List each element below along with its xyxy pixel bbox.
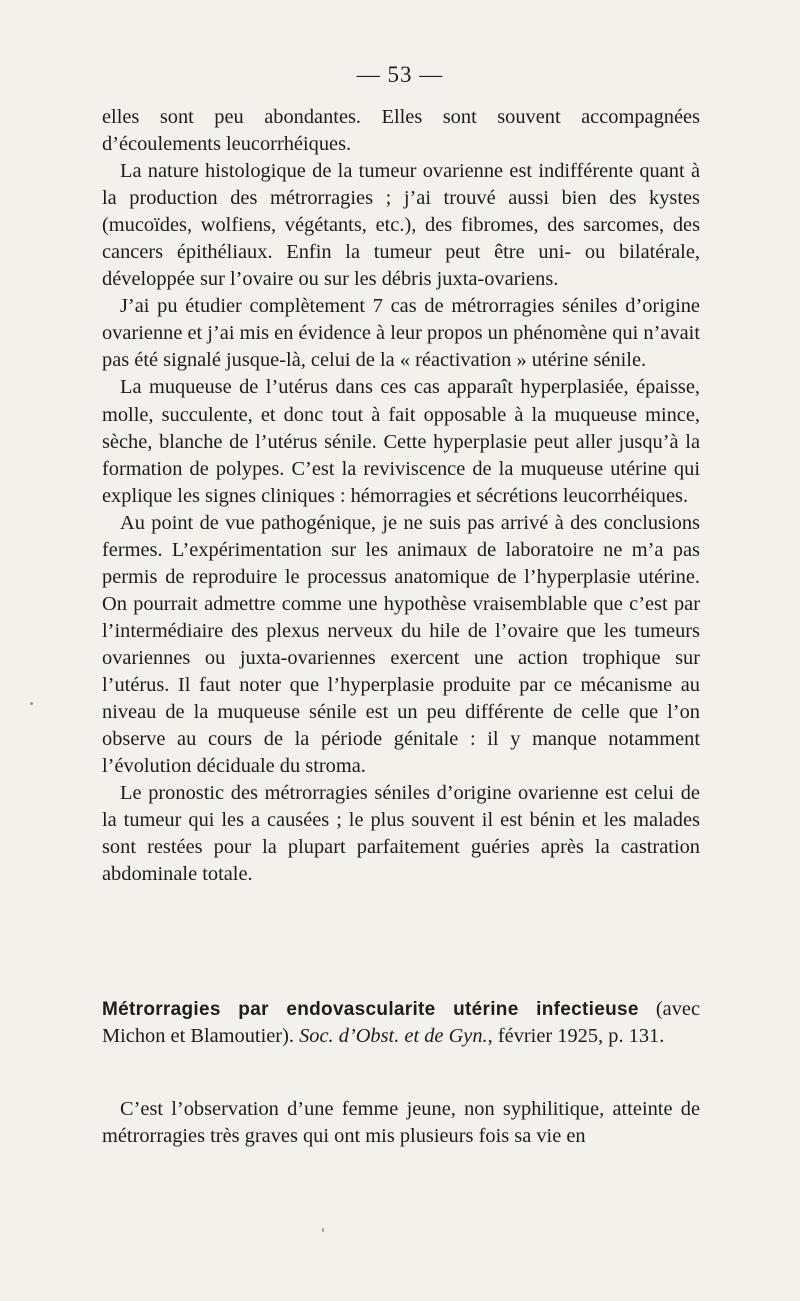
paper-speck — [30, 702, 33, 705]
paragraph: La muqueuse de l’utérus dans ces cas apparaît hyperplasiée, épaisse, molle, succulente, et donc tout à fait opposable à la muqueuse mince, sèche, blanche de l’utérus sénile. Cette hyperplasie peut aller jusqu’à la formation de polypes. C’est la reviviscence de la muqueuse utérine qui explique les signes cliniques : hémorragies et sécrétions leucorrhéiques. — [102, 376, 700, 507]
section-date: , février 1925, p. 131. — [487, 1025, 665, 1048]
main-text-block — [102, 104, 700, 888]
page-number: — 53 — — [356, 62, 444, 87]
paragraph: J’ai pu étudier complètement 7 cas de métrorragies séniles d’origine ovarienne et j’ai mis en évidence à leur propos un phénomène qui n’avait pas été signalé jusque-là, celui de la « réactivation » utérine sénile. — [102, 295, 700, 372]
paragraph: Le pronostic des métrorragies séniles d’origine ovarienne est celui de la tumeur qui les a causées ; le plus souvent il est bénin et les malades sont restées pour la plupart parfaitement guéries après la castration abdominale totale. — [102, 782, 700, 886]
paragraph: La nature histologique de la tumeur ovarienne est indifférente quant à la production des métrorragies ; j’ai trouvé aussi bien des kystes (mucoïdes, wolfiens, végétants, etc.), des fibromes, des sarcomes, des cancers épithéliaux. Enfin la tumeur peut être uni- ou bilatérale, développée sur l’ovaire ou sur les débris juxta-ovariens. — [102, 160, 700, 291]
tail-text-block — [102, 1096, 700, 1150]
paragraph: elles sont peu abondantes. Elles sont souvent accompagnées d’écoulements leucorrhéiques. — [102, 106, 700, 156]
section-authors: (avec Michon et Blamoutier). — [102, 998, 700, 1048]
section-journal: Soc. d’Obst. et de Gyn. — [299, 1025, 488, 1048]
paragraph: Au point de vue pathogénique, je ne suis pas arrivé à des conclusions fermes. L’expérimentation sur les animaux de laboratoire ne m’a pas permis de reproduire le processus anatomique de l’hyperplasie utérine. On pourrait admettre comme une hypothèse vraisemblable que c’est par l’intermédiaire des plexus nerveux du hile de l’ovaire que les tumeurs ovariennes ou juxta-ovariennes exercent une action trophique sur l’utérus. Il faut noter que l’hyperplasie produite par ce mécanisme au niveau de la muqueuse sénile est un peu différente de celle que l’on observe au cours de la période génitale : il y manque notamment l’évolution déciduale du stroma. — [102, 511, 700, 778]
paper-speck — [322, 1228, 324, 1232]
section-title: Métrorragies par endovascularite utérine infectieuse — [102, 999, 639, 1020]
paragraph: C’est l’observation d’une femme jeune, non syphilitique, atteinte de métrorragies très graves qui ont mis plusieurs fois sa vie en — [102, 1098, 700, 1148]
section-heading — [102, 996, 700, 1050]
